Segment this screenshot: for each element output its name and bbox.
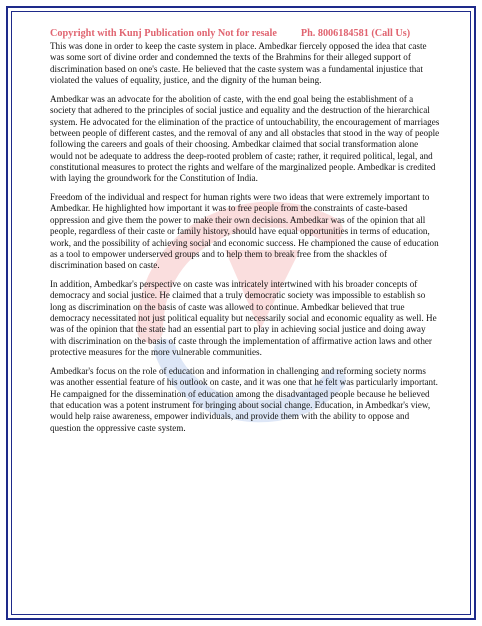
page-content <box>50 28 440 442</box>
paragraph-3: Freedom of the individual and respect for human rights were two ideas that were extremely important to Ambedkar. He highlighted how important it was to free people from the constraints of caste-based oppression and give them the power to make their own decisions. Ambedkar was of the opinion that all people, regardless of their caste or family history, should have equal opportunities in terms of education, work, and the possibility of achieving social and economic success. He championed the cause of education as a tool to empower underserved groups and to help them to break free from the shackles of discrimination based on caste. <box>50 192 439 271</box>
paragraph-2: Ambedkar was an advocate for the abolition of caste, with the end goal being the establishment of a society that adhered to the principles of social justice and equality and the destruction of the hierarchical system. He advocated for the elimination of the practice of untouchability, the encouragement of marriages between people of different castes, and the removal of any and all obstacles that stood in the way of people following the careers and goals of their choosing. Ambedkar claimed that social transformation alone would not be adequate to address the deep-rooted problem of caste; rather, it required political, legal, and constitutional measures to protect the rights and welfare of the marginalized people. Ambedkar is credited with laying the groundwork for the Constitution of India. <box>50 93 440 184</box>
paragraph-1: This was done in order to keep the caste system in place. Ambedkar fiercely opposed the idea that caste was some sort of divine order and condemned the texts of the Brahmins for their alleged support of discrimination based on one's caste. He believed that the caste system was a fundamental injustice that violated the values of equality, justice, and the dignity of the human being. <box>50 41 427 86</box>
copyright-notice: Copyright with Kunj Publication only Not for resale <box>50 28 277 39</box>
paragraph-4: In addition, Ambedkar's perspective on caste was intricately intertwined with his broader concepts of democracy and social justice. He claimed that a truly democratic society was impossible to establish so long as discrimination on the basis of caste was allowed to continue. Ambedkar believed that true democracy necessitated not just political equality but necessarily social and economic equality as well. He was of the opinion that the state had an essential part to play in achieving social justice and doing away with discrimination on the basis of caste through the implementation of affirmative action laws and other protective measures for the more vulnerable communities. <box>50 279 437 358</box>
copyright-header <box>50 28 440 39</box>
paragraph-5: Ambedkar's focus on the role of education and information in challenging and reforming society norms was another essential feature of his outlook on caste, and it was one that he felt was particularly important. He campaigned for the dissemination of education among the disadvantaged people because he believed that education was a potent instrument for bringing about social change. Education, in Ambedkar's view, would help raise awareness, empower individuals, and provide them with the ability to oppose and question the oppressive caste system. <box>50 365 438 433</box>
contact-phone: Ph. 8006184581 (Call Us) <box>300 28 411 39</box>
